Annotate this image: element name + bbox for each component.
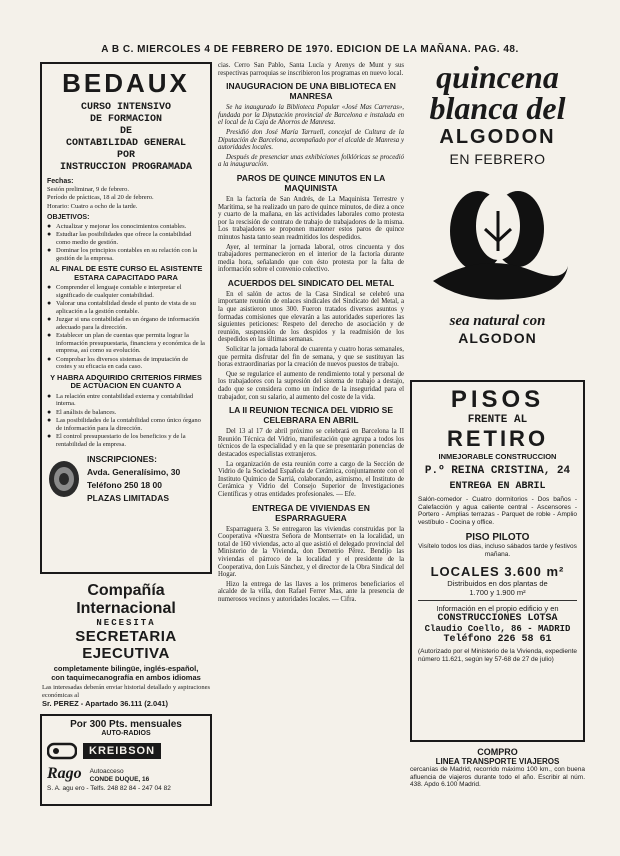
fecha-item: Período de prácticas, 18 al 20 de febrero. — [47, 193, 154, 201]
pisos-frente: FRENTE AL — [467, 414, 528, 426]
course-line: POR — [116, 150, 135, 161]
criterio-item — [47, 393, 205, 408]
compania-line1: completamente bilingüe, inglés-español, — [53, 664, 199, 673]
bullet-icon: ● — [47, 299, 52, 307]
inscripciones-block — [47, 454, 205, 503]
objetivo-item — [47, 247, 205, 262]
left-column — [40, 62, 212, 856]
dealer-name: Rago — [47, 765, 82, 782]
course-line: CONTABILIDAD GENERAL — [65, 138, 187, 149]
criterio-text: Las posibilidades de la contabilidad como único órgano de información para la dirección. — [56, 417, 201, 432]
compania-line4: Sr. PEREZ - Apartado 36.111 (2.041) — [42, 699, 169, 708]
dealer-sub: Autoacceso — [89, 768, 124, 775]
bullet-icon: ● — [47, 391, 52, 400]
pisos-inmejorable: INMEJORABLE CONSTRUCCION — [438, 452, 557, 461]
capacidad-text: Juzgar si una contabilidad es un órgano de información adecuado para la dirección. — [56, 316, 200, 331]
objetivo-item — [47, 223, 205, 231]
bullet-icon: ● — [47, 283, 52, 291]
criterios-title: Y HABRA ADQUIRIDO CRITERIOS FIRMES DE ACTUACION EN CUANTO A — [50, 372, 202, 390]
car-radio-icon — [47, 740, 77, 762]
compania-ad — [40, 582, 212, 708]
criterio-item — [47, 409, 205, 417]
pisos-piloto: PISO PILOTO — [465, 532, 530, 543]
telefono: Teléfono 250 18 00 — [87, 480, 162, 490]
art3-title: ACUERDOS DEL SINDICATO DEL METAL — [227, 277, 395, 288]
objetivo-item — [47, 231, 205, 246]
cotton-boll-illustration — [423, 171, 573, 311]
compro-ad — [410, 747, 585, 789]
pisos-constructor: CONSTRUCCIONES LOTSA — [437, 613, 558, 624]
kreibson-brand: KREIBSON — [83, 743, 161, 759]
compro-text: cercanías de Madrid, recorrido máximo 100 km., con buena afluencia de viajeros durante todo el año. Escribir al núm. 438. Apdo 6.100 Madrid. — [410, 766, 585, 788]
compania-line3: Las interesadas deberán enviar historial detallado y aspiraciones económicas al — [42, 684, 210, 699]
art4-p1: Del 13 al 17 de abril próximo se celebrará en Barcelona la II Reunión Técnica del Vidrio, manifestación que agrupa a todos los técnicos de la especialidad y en la que se presentarán ponencias de destacados especialistas extranjeros. — [218, 428, 404, 458]
compania-line2: con taquimecanografía en ambos idiomas — [51, 673, 201, 682]
pisos-locales-sub2: 1.700 y 1.900 m² — [469, 588, 526, 597]
quincena-ad — [410, 62, 585, 374]
art5-p1: Esparraguera 3. Se entregaron las viviendas construidas por la Cooperativa «Nuestra Señora de Montserrat» en la localidad, un total de 160 viviendas, acto al que asistió el delegado provincial del Ministerio de la Vivienda, don Demetrio Pérez. Bendijo las viviendas el párroco de la localidad y el presidente de la Cooperativa, don Luis Sánchez, y el director de la Obra Sindical del Hogar. — [218, 525, 404, 579]
bedaux-seal-icon — [47, 459, 81, 499]
art4-title: LA II REUNION TECNICA DEL VIDRIO SE CELEBRARA EN ABRIL — [228, 405, 394, 426]
kreibson-ad — [40, 714, 212, 806]
inscripciones-label: INSCRIPCIONES: — [87, 454, 157, 464]
compania-puesto: SECRETARIA EJECUTIVA — [75, 628, 177, 662]
horario: Horario: Cuatro a ocho de la tarde. — [47, 203, 138, 210]
bullet-icon: ● — [47, 331, 52, 339]
pisos-title: PISOS — [450, 386, 545, 413]
pisos-divider — [418, 600, 577, 601]
pisos-features: Salón-comedor - Cuatro dormitorios - Dos baños - Calefacción y agua caliente central - Ascensores - Portero - Amplias terrazas - Parquet de roble - Amplio vestíbulo - Cocina y office. — [418, 496, 577, 526]
criterio-text: El control presupuestario de los beneficios y de la rentabilidad de la empresa. — [56, 433, 186, 448]
capacidad-item — [47, 356, 205, 371]
course-line: DE — [119, 126, 132, 137]
quincena-line2: blanca del — [429, 90, 566, 126]
compro-subtitle: LINEA TRANSPORTE VIAJEROS — [435, 757, 560, 766]
right-column — [410, 62, 585, 856]
art3-p3: Que se regularice el aumento de rendimiento total y personal de los trabajadores con la supresión del sistema de trabajo a destajo, dado que se considera como un índice de la inseguridad para el trabajador, con su salario, al aumento del coste de la vida. — [218, 370, 404, 401]
capacidad-text: Comprobar los diversos sistemas de imputación de costes y su eficacia en cada caso. — [56, 355, 189, 370]
middle-column — [218, 62, 404, 856]
bullet-icon: ● — [47, 230, 52, 238]
page-header: A B C. MIERCOLES 4 DE FEBRERO DE 1970. EDICION DE LA MAÑANA. PAG. 48. — [101, 44, 519, 55]
bullet-icon: ● — [47, 354, 52, 363]
bullet-icon: ● — [47, 432, 52, 440]
quincena-line3: ALGODON — [439, 126, 556, 148]
quincena-line4: EN FEBRERO — [449, 151, 546, 167]
art1-p3: Después de presenciar unas exhibiciones folklóricas se procedió a la inauguración. — [218, 153, 404, 169]
art2-p2: Ayer, al terminar la jornada laboral, otros cincuenta y dos trabajadores permanecieron en el interior de la factoría durante media hora, señalando que con ésto protesta por la falta de información sobre el convenio colectivo. — [218, 243, 404, 274]
compania-name: Compañía Internacional — [76, 582, 176, 617]
direccion: Avda. Generalísimo, 30 — [87, 467, 181, 477]
kreibson-footer: S. A. agu ero - Telfs. 248 82 84 - 247 04 82 — [47, 785, 171, 792]
art1-title: INAUGURACION DE UNA BIBLIOTECA EN MANRESA — [226, 81, 396, 102]
kreibson-offer: Por 300 Pts. mensuales — [70, 719, 182, 730]
plazas: PLAZAS LIMITADAS — [87, 493, 170, 503]
criterio-text: La relación entre contabilidad externa y contabilidad interna. — [56, 392, 194, 407]
art2-p1: En la factoría de San Andrés, de La Maquinista Terrestre y Marítima, se ha realizado un paro de quince minutos, de diez a once y cuarto de la mañana, en las actividades laborales como protesta por la rescisión de contrato de trabajo de trabajadores de la misma. Los trabajadores se proponen mantener estos paros de quince minutos hasta tanto sean readmitidos los despedidos. — [218, 195, 404, 241]
bedaux-course-title — [47, 102, 205, 174]
course-line: INSTRUCCION PROGRAMADA — [59, 162, 193, 173]
objetivo-text: Actualizar y mejorar los conocimientos contables. — [56, 222, 187, 230]
bullet-icon: ● — [47, 315, 52, 323]
capacidad-item — [47, 284, 205, 299]
pisos-retiro: RETIRO — [446, 426, 549, 451]
pisos-footer: (Autorizado por el Ministerio de la Vivienda, expediente número 11.621, según ley 57-68 de 27 de julio) — [418, 648, 577, 663]
art1-p2: Presidió don José María Tarruell, concejal de Cultura de la Diputación de Barcelona, acompañado por el alcalde de Manresa y autoridades locales. — [218, 128, 404, 152]
course-line: CURSO INTENSIVO — [80, 102, 171, 113]
objetivo-text: Estudiar las posibilidades que ofrece la contabilidad como medio de gestión. — [56, 231, 192, 246]
criterio-item — [47, 433, 205, 448]
quincena-line1: quincena — [436, 62, 559, 95]
art2-title: PAROS DE QUINCE MINUTOS EN LA MAQUINISTA — [236, 172, 386, 193]
slogan-line2: ALGODON — [458, 330, 537, 346]
bullet-icon: ● — [47, 416, 52, 424]
capacidad-text: Valorar una contabilidad desde el punto de vista de su aplicación a la gestión contable. — [56, 300, 196, 315]
intro-text: cias. Cerro San Pablo, Santa Lucía y Arenys de Munt y sus respectivas parroquias se inscribieron los programas en nuevo local. — [218, 62, 404, 77]
course-line: DE FORMACION — [89, 114, 162, 125]
slogan-line1: sea natural con — [449, 313, 546, 329]
bullet-icon: ● — [47, 246, 52, 254]
art3-p2: Solicitar la jornada laboral de cuarenta y cuatro horas semanales, que permita disfrutar del fin de semana, y que se sustituyan las horas extraordinarias por la creación de nuevos puestos de trabajo. — [218, 346, 404, 369]
objetivos-label: OBJETIVOS: — [47, 213, 90, 221]
art1-p1: Se ha inaugurado la Biblioteca Popular «José Mas Carreras», fundada por la Diputación provincial de Barcelona e instalada en el local de la Caja de Ahorros de Manresa. — [218, 104, 404, 127]
bullet-icon: ● — [47, 221, 52, 230]
capacidad-item — [47, 316, 205, 331]
art4-p2: La organización de esta reunión corre a cargo de la Sección de Vidrio de la Sociedad Española de Cerámica, conjuntamente con el Instituto Químico de Sarriá, colaborando, asimismo, el Instituto de Cerámica y Vidrio del Consejo Superior de Investigaciones Científicas y otras entidades profesionales. — Efe. — [218, 460, 404, 498]
pisos-visita: Visítelo todos los días, incluso sábados tarde y festivos mañana. — [418, 543, 577, 558]
dealer-address: CONDE DUQUE, 16 — [89, 775, 150, 783]
pisos-address: Claudio Coello, 86 - MADRID — [424, 624, 571, 634]
art5-p2: Hizo la entrega de las llaves a los primeros beneficiarios el alcalde de la villa, don Rafael Ferrer Mas, ante la presencia de numerosos vecinos y autoridades locales. — Cifra. — [218, 580, 404, 603]
pisos-info: Información en el propio edificio y en — [436, 604, 559, 613]
compania-necesita: NECESITA — [96, 618, 156, 628]
pisos-street: P.º REINA CRISTINA, 24 — [424, 465, 571, 477]
bullet-icon: ● — [47, 407, 52, 416]
objetivo-text: Dominar los principios contables en su relación con la gestión de la empresa. — [56, 247, 198, 262]
bedaux-brand: BEDAUX — [62, 68, 190, 98]
capacidad-text: Comprender el lenguaje contable e interpretar el significado de cualquier contabilidad. — [56, 284, 182, 299]
capacidad-item — [47, 300, 205, 315]
pisos-locales: LOCALES 3.600 m² — [430, 564, 565, 579]
fechas-label: Fechas: — [47, 178, 74, 185]
fecha-item: Sesión preliminar, 9 de febrero. — [47, 186, 130, 193]
capacidad-item — [47, 332, 205, 355]
final-title: AL FINAL DE ESTE CURSO EL ASISTENTE ESTARA CAPACITADO PARA — [49, 264, 203, 282]
pisos-phone: Teléfono 226 58 61 — [443, 634, 552, 645]
criterio-item — [47, 417, 205, 432]
criterio-text: El análisis de balances. — [56, 408, 117, 416]
art5-title: ENTREGA DE VIVIENDAS EN ESPARRAGUERA — [252, 502, 370, 523]
bedaux-ad — [40, 62, 212, 574]
capacidad-text: Establecer un plan de cuentas que permita lograr la información presupuestaria, financiera y económica de la empresa, así como su evolución. — [56, 332, 205, 354]
compro-title: COMPRO — [477, 747, 518, 757]
pisos-entrega: ENTREGA EN ABRIL — [449, 481, 546, 492]
pisos-locales-sub1: Distribuidos en dos plantas de — [447, 579, 548, 588]
kreibson-product: AUTO-RADIOS — [101, 730, 151, 737]
pisos-ad — [410, 380, 585, 742]
art3-p1: En el salón de actos de la Casa Sindical se celebró una importante reunión de enlaces sindicales del Sindicato del Metal, a la que asistieron unos 300. Fueron tratados diversos asuntos y formadas comisiones que elevarán a las autoridades superiores las siguientes peticiones: Respeto del derecho de asociación y de reunión, suspensión de los despidos y la readmisión de los despedidos en las últimas semanas. — [218, 290, 404, 344]
